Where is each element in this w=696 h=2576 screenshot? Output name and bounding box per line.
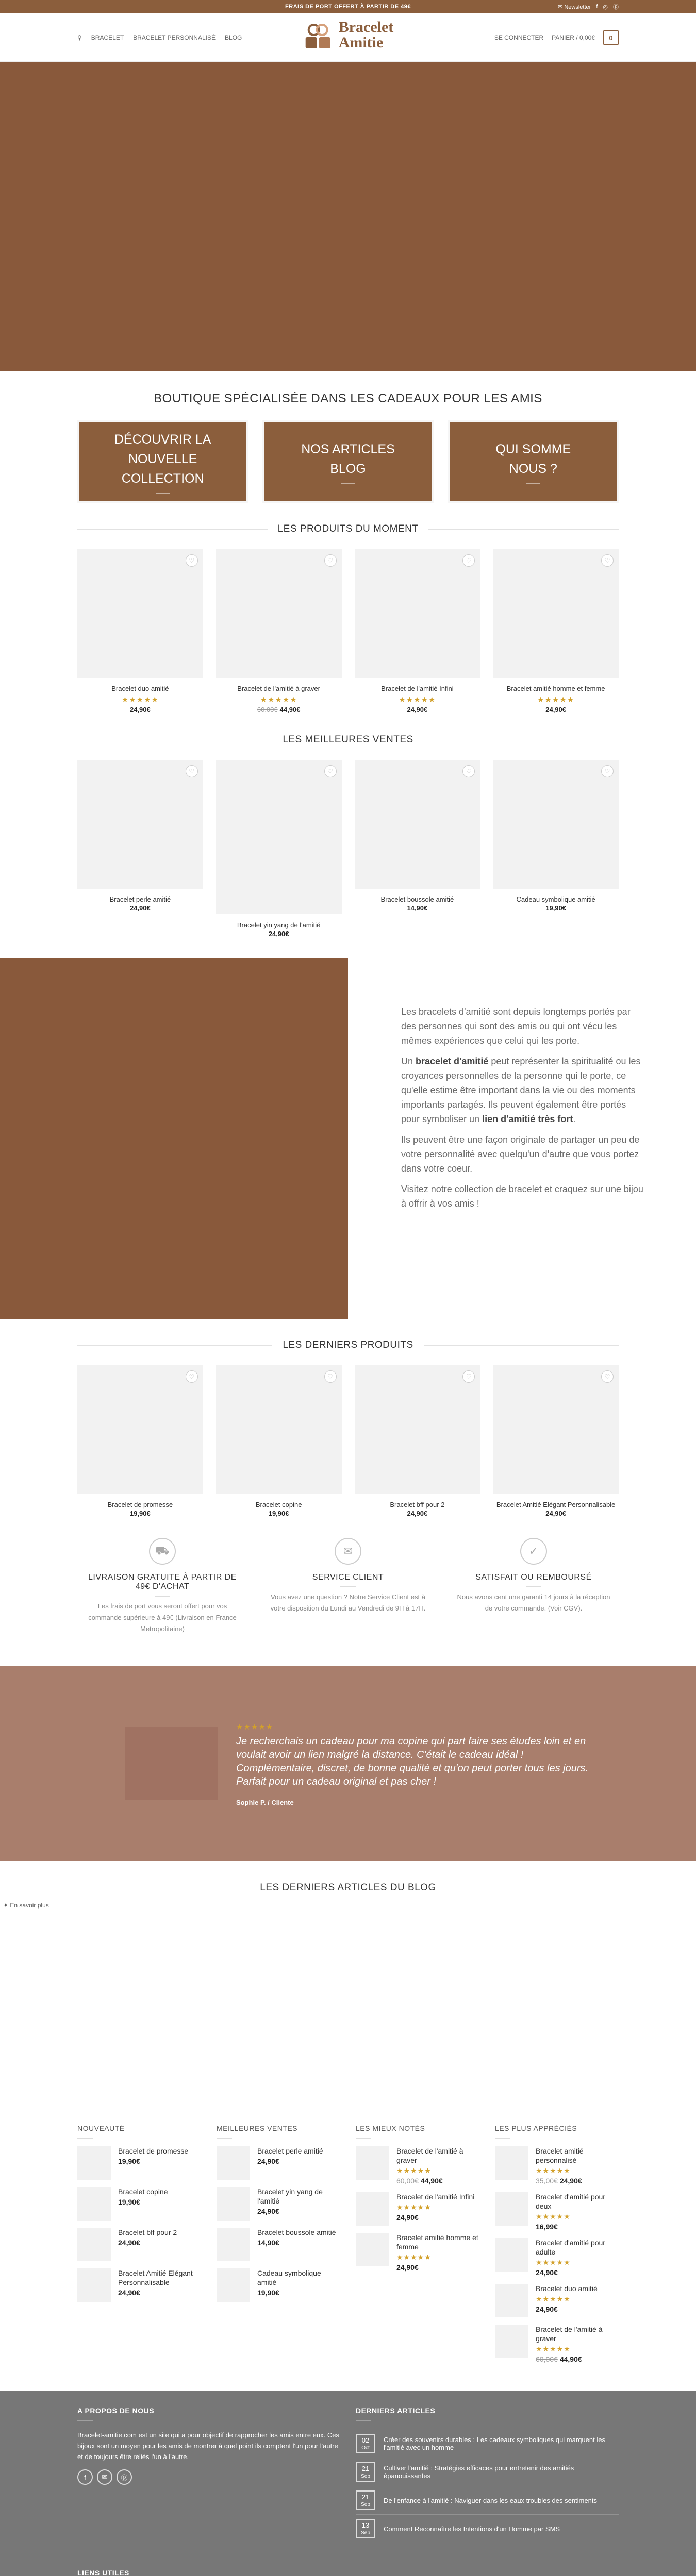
product-price: 19,90€ bbox=[129, 1510, 151, 1517]
wishlist-heart-icon[interactable]: ♡ bbox=[601, 765, 614, 777]
about-section bbox=[0, 958, 696, 1319]
product-price: 24,90€ bbox=[268, 930, 289, 938]
category-tiles bbox=[77, 420, 619, 503]
product-title[interactable]: Bracelet bff pour 2 bbox=[390, 1501, 445, 1509]
widget-item-name[interactable]: Bracelet duo amitié bbox=[536, 2284, 598, 2293]
wishlist-heart-icon[interactable]: ♡ bbox=[462, 765, 475, 777]
post-date: 21 Sep bbox=[356, 2490, 375, 2510]
widget-item[interactable] bbox=[77, 2187, 201, 2221]
widget-item-name[interactable]: Bracelet perle amitié bbox=[257, 2147, 323, 2155]
price-old: 60,00€ bbox=[396, 2177, 419, 2185]
widget-new bbox=[77, 2124, 201, 2370]
widget-item[interactable] bbox=[356, 2146, 479, 2185]
widget-item-name[interactable]: Bracelet bff pour 2 bbox=[118, 2228, 177, 2236]
cart-link[interactable]: PANIER / 0,00€ bbox=[552, 34, 595, 41]
about-emphasis: bracelet d'amitié bbox=[416, 1056, 489, 1066]
product-card[interactable] bbox=[355, 760, 480, 938]
product-card[interactable] bbox=[77, 549, 203, 714]
facebook-icon[interactable]: f bbox=[77, 2469, 93, 2485]
feature-title: LIVRAISON GRATUITE À PARTIR DE 49€ D'ACHAT bbox=[88, 1573, 237, 1591]
product-image[interactable] bbox=[77, 760, 203, 889]
widget-item[interactable] bbox=[495, 2238, 619, 2277]
widget-item-name[interactable]: Bracelet d'amitié pour deux bbox=[536, 2193, 605, 2210]
product-image[interactable] bbox=[355, 549, 480, 678]
topbar bbox=[0, 0, 696, 13]
search-icon[interactable]: ⚲ bbox=[77, 34, 82, 41]
widget-item[interactable] bbox=[217, 2228, 340, 2261]
chat-icon: ✉ bbox=[335, 1538, 361, 1565]
nav-item-personalized[interactable]: BRACELET PERSONNALISÉ bbox=[133, 34, 216, 41]
widget-item-price: 24,90€ bbox=[118, 2289, 140, 2297]
wishlist-heart-icon[interactable]: ♡ bbox=[462, 554, 475, 567]
widget-item[interactable] bbox=[495, 2192, 619, 2231]
widget-item-price bbox=[396, 2177, 479, 2185]
widget-thumb[interactable] bbox=[77, 2146, 111, 2180]
product-card[interactable] bbox=[493, 549, 619, 714]
widget-item-name[interactable]: Bracelet amitié personnalisé bbox=[536, 2147, 584, 2164]
wishlist-heart-icon[interactable]: ♡ bbox=[324, 765, 337, 777]
site-header bbox=[0, 13, 696, 62]
price-old: 60,00€ bbox=[257, 706, 278, 714]
rating-stars: ★★★★★ bbox=[121, 696, 159, 704]
feature-support bbox=[263, 1538, 433, 1635]
widget-item[interactable] bbox=[495, 2284, 619, 2317]
product-price: 14,90€ bbox=[407, 904, 428, 912]
post-date: 02 Oct bbox=[356, 2434, 375, 2453]
cart-icon[interactable] bbox=[603, 30, 619, 45]
product-image[interactable] bbox=[77, 1365, 203, 1494]
widget-thumb[interactable] bbox=[217, 2187, 250, 2221]
product-image[interactable] bbox=[216, 760, 342, 914]
truck-icon: ⛟ bbox=[149, 1538, 176, 1565]
rating-stars: ★★★★★ bbox=[396, 2203, 432, 2211]
widget-item[interactable] bbox=[217, 2187, 340, 2221]
footer-links-title: LIENS UTILES bbox=[77, 2569, 129, 2576]
widget-thumb[interactable] bbox=[217, 2146, 250, 2180]
about-emphasis: lien d'amitié très fort bbox=[482, 1114, 573, 1124]
widget-item-name[interactable]: Bracelet de l'amitié à graver bbox=[536, 2325, 603, 2343]
boutique-title: BOUTIQUE SPÉCIALISÉE DANS LES CADEAUX POUR LES AMIS bbox=[154, 392, 542, 405]
widget-item-price: 24,90€ bbox=[257, 2207, 279, 2215]
feature-title: SERVICE CLIENT bbox=[312, 1573, 384, 1582]
product-title[interactable]: Cadeau symbolique amitié bbox=[516, 895, 595, 903]
widget-best bbox=[217, 2124, 340, 2370]
moment-products bbox=[77, 549, 619, 714]
widget-thumb[interactable] bbox=[217, 2268, 250, 2302]
price-old: 35,00€ bbox=[536, 2177, 558, 2185]
widget-item-price: 19,90€ bbox=[118, 2157, 140, 2165]
see-more-label: En savoir plus bbox=[10, 1902, 49, 1909]
testimonial-avatar bbox=[125, 1727, 218, 1800]
widget-item-name[interactable]: Bracelet yin yang de l'amitié bbox=[257, 2188, 323, 2205]
newsletter-link[interactable]: ✉ Newsletter bbox=[558, 4, 591, 10]
blog-title: LES DERNIERS ARTICLES DU BLOG bbox=[260, 1882, 436, 1893]
boutique-heading bbox=[77, 392, 619, 406]
widget-thumb[interactable] bbox=[495, 2192, 528, 2226]
rating-stars: ★★★★★ bbox=[396, 2166, 432, 2175]
price-current: 44,90€ bbox=[420, 2177, 443, 2185]
product-card[interactable] bbox=[77, 1365, 203, 1517]
widget-item-price: 24,90€ bbox=[396, 2213, 419, 2222]
see-more-link[interactable]: ✦ En savoir plus bbox=[3, 1902, 49, 1909]
latest-title: LES DERNIERS PRODUITS bbox=[283, 1340, 413, 1350]
product-image[interactable] bbox=[355, 760, 480, 889]
widget-thumb[interactable] bbox=[77, 2228, 111, 2261]
rating-stars: ★★★★★ bbox=[536, 2345, 571, 2353]
product-card[interactable] bbox=[493, 1365, 619, 1517]
logo-text-line2: Amitie bbox=[338, 34, 384, 51]
product-image[interactable] bbox=[216, 549, 342, 678]
product-title[interactable]: Bracelet duo amitié bbox=[111, 685, 169, 692]
widget-item-price: 24,90€ bbox=[257, 2157, 279, 2165]
product-price: 19,90€ bbox=[268, 1510, 289, 1517]
widget-thumb[interactable] bbox=[495, 2325, 528, 2358]
price-current: 44,90€ bbox=[279, 706, 301, 714]
site-logo[interactable] bbox=[303, 20, 394, 50]
product-image[interactable] bbox=[216, 1365, 342, 1494]
product-price bbox=[355, 706, 480, 714]
footer-about bbox=[77, 2406, 340, 2543]
facebook-icon[interactable]: f bbox=[596, 4, 598, 10]
widget-thumb[interactable] bbox=[77, 2268, 111, 2302]
wishlist-heart-icon[interactable]: ♡ bbox=[324, 554, 337, 567]
hero-banner bbox=[0, 62, 696, 371]
widget-thumb[interactable] bbox=[217, 2228, 250, 2261]
testimonial-author: Sophie P. / Cliente bbox=[236, 1799, 294, 1806]
blog-heading bbox=[77, 1882, 619, 1893]
product-price: 24,90€ bbox=[407, 1510, 428, 1517]
widget-item-price bbox=[536, 2355, 619, 2363]
product-price bbox=[77, 706, 203, 714]
footer-posts bbox=[356, 2406, 619, 2543]
footer-posts-title: DERNIERS ARTICLES bbox=[356, 2406, 436, 2415]
post-title[interactable]: De l'enfance à l'amitié : Naviguer dans les eaux troubles des sentiments bbox=[384, 2496, 597, 2504]
features-row bbox=[77, 1538, 619, 1635]
product-price bbox=[493, 706, 619, 714]
product-image[interactable] bbox=[493, 1365, 619, 1494]
testimonial-quote: Je recherchais un cadeau pour ma copine qui part faire ses études loin et en voulait avoir un lien malgré la distance. C'était le cadeau idéal ! Complémentaire, discret, de bonne qualité et qu'on peut porter tous les jours. Parfait pour un cadeau original et pas cher ! bbox=[236, 1736, 589, 1787]
feature-shipping bbox=[77, 1538, 247, 1635]
product-image[interactable] bbox=[355, 1365, 480, 1494]
widget-item-price: 24,90€ bbox=[536, 2268, 558, 2277]
product-title[interactable]: Bracelet de l'amitié à graver bbox=[237, 685, 320, 692]
category-new-collection[interactable] bbox=[77, 420, 248, 503]
footer-social bbox=[77, 2469, 340, 2485]
rating-stars: ★★★★★ bbox=[536, 2295, 571, 2303]
widget-item[interactable] bbox=[77, 2228, 201, 2261]
footer-post[interactable] bbox=[356, 2458, 619, 2486]
widget-thumb[interactable] bbox=[77, 2187, 111, 2221]
product-title[interactable]: Bracelet copine bbox=[255, 1501, 302, 1509]
widget-item[interactable] bbox=[495, 2146, 619, 2185]
product-title[interactable]: Bracelet Amitié Elégant Personnalisable bbox=[496, 1501, 616, 1509]
widget-item[interactable] bbox=[217, 2268, 340, 2302]
widget-title: MEILLEURES VENTES bbox=[217, 2124, 298, 2132]
price-current: 24,90€ bbox=[129, 706, 151, 714]
widget-item-name[interactable]: Cadeau symbolique amitié bbox=[257, 2269, 321, 2286]
feature-text: Nous avons cent une garanti 14 jours à la réception de votre commande. (Voir CGV). bbox=[457, 1593, 610, 1612]
widget-item[interactable] bbox=[77, 2268, 201, 2302]
feature-guarantee bbox=[449, 1538, 619, 1635]
wishlist-heart-icon[interactable]: ♡ bbox=[601, 1370, 614, 1383]
newsletter-label: Newsletter bbox=[564, 4, 591, 10]
product-card[interactable] bbox=[355, 549, 480, 714]
widget-item-price: 19,90€ bbox=[118, 2198, 140, 2206]
widget-item-name[interactable]: Bracelet de l'amitié Infini bbox=[396, 2193, 475, 2201]
widget-item[interactable] bbox=[77, 2146, 201, 2180]
product-title[interactable]: Bracelet de promesse bbox=[107, 1501, 173, 1509]
footer-post[interactable] bbox=[356, 2430, 619, 2458]
price-current: 44,90€ bbox=[559, 2355, 582, 2363]
nav-item-blog[interactable]: BLOG bbox=[225, 34, 242, 41]
cart-count: 0 bbox=[609, 33, 613, 42]
logo-icon bbox=[303, 20, 334, 50]
about-paragraph: Les bracelets d'amitié sont depuis longtemps portés par des personnes qui sont des amis ou qui ont vécu les mêmes expériences que celui qui les porte. bbox=[401, 1007, 631, 1046]
rating-stars: ★★★★★ bbox=[536, 2212, 571, 2221]
widget-item-price: 16,99€ bbox=[536, 2223, 558, 2231]
post-title[interactable]: Créer des souvenirs durables : Les cadeaux symboliques qui marquent les l'amitié avec un homme bbox=[384, 2436, 605, 2451]
about-text bbox=[348, 958, 696, 1319]
rating-stars: ★★★★★ bbox=[396, 2253, 432, 2261]
product-card[interactable] bbox=[216, 1365, 342, 1517]
widget-item-price: 14,90€ bbox=[257, 2239, 279, 2247]
pinterest-icon[interactable]: ⓟ bbox=[613, 4, 619, 10]
feature-title: SATISFAIT OU REMBOURSÉ bbox=[475, 1573, 592, 1582]
widget-item-name[interactable]: Bracelet amitié homme et femme bbox=[396, 2233, 478, 2251]
product-image[interactable] bbox=[493, 549, 619, 678]
product-price bbox=[216, 706, 342, 714]
latest-heading bbox=[77, 1340, 619, 1351]
rating-stars: ★★★★★ bbox=[260, 696, 297, 704]
category-about[interactable] bbox=[448, 420, 619, 503]
feature-text: Vous avez une question ? Notre Service Client est à votre disposition du Lundi au Vendredi de 9H à 17H. bbox=[270, 1593, 426, 1612]
product-title[interactable]: Bracelet de l'amitié Infini bbox=[381, 685, 454, 692]
best-heading bbox=[77, 734, 619, 745]
product-card[interactable] bbox=[355, 1365, 480, 1517]
widget-thumb[interactable] bbox=[356, 2146, 389, 2180]
wishlist-heart-icon[interactable]: ♡ bbox=[324, 1370, 337, 1383]
widget-item-price: 24,90€ bbox=[118, 2239, 140, 2247]
price-current: 24,90€ bbox=[545, 706, 566, 714]
feature-text: Les frais de port vous seront offert pour vos commande supérieure à 49€ (Livraison en France Metropolitaine) bbox=[88, 1602, 237, 1633]
widget-thumb[interactable] bbox=[356, 2192, 389, 2226]
widget-title: LES PLUS APPRÉCIÉS bbox=[495, 2124, 577, 2132]
product-card[interactable] bbox=[216, 760, 342, 938]
product-title[interactable]: Bracelet yin yang de l'amitié bbox=[237, 921, 321, 929]
category-label: DÉCOUVRIR LA NOUVELLE COLLECTION bbox=[114, 432, 211, 486]
best-title: LES MEILLEURES VENTES bbox=[283, 734, 413, 745]
post-date: 21 Sep bbox=[356, 2462, 375, 2482]
moment-title: LES PRODUITS DU MOMENT bbox=[277, 523, 419, 534]
widget-item-price: 19,90€ bbox=[257, 2289, 279, 2297]
product-card[interactable] bbox=[77, 760, 203, 938]
product-card[interactable] bbox=[493, 760, 619, 938]
widget-most-liked bbox=[495, 2124, 619, 2370]
instagram-icon[interactable]: ◎ bbox=[603, 4, 608, 10]
email-icon[interactable]: ✉ bbox=[97, 2469, 112, 2485]
footer-about-title: A PROPOS DE NOUS bbox=[77, 2406, 155, 2415]
main-nav bbox=[77, 34, 242, 41]
widget-item[interactable] bbox=[495, 2325, 619, 2363]
widget-title: NOUVEAUTÉ bbox=[77, 2124, 125, 2132]
widget-item[interactable] bbox=[356, 2233, 479, 2272]
product-widgets bbox=[77, 2124, 619, 2370]
widget-item-price: 24,90€ bbox=[536, 2305, 558, 2313]
moment-heading bbox=[77, 523, 619, 535]
product-image[interactable] bbox=[493, 760, 619, 889]
login-link[interactable]: SE CONNECTER bbox=[494, 34, 544, 41]
widget-item-name[interactable]: Bracelet Amitié Elégant Personnalisable bbox=[118, 2269, 193, 2286]
wishlist-heart-icon[interactable]: ♡ bbox=[462, 1370, 475, 1383]
widget-thumb[interactable] bbox=[495, 2238, 528, 2272]
rating-stars: ★★★★★ bbox=[399, 696, 436, 704]
category-label: NOS ARTICLES BLOG bbox=[301, 442, 395, 476]
widget-thumb[interactable] bbox=[356, 2233, 389, 2266]
latest-products bbox=[77, 1365, 619, 1517]
rating-stars: ★★★★★ bbox=[536, 2166, 571, 2175]
widget-thumb[interactable] bbox=[495, 2146, 528, 2180]
product-price: 24,90€ bbox=[129, 904, 151, 912]
logo-text-line1: Bracelet bbox=[338, 19, 394, 36]
widget-thumb[interactable] bbox=[495, 2284, 528, 2317]
footer-post[interactable] bbox=[356, 2515, 619, 2543]
footer-about-text: Bracelet-amitie.com est un site qui a pour objectif de rapprocher les amis entre eux. Ces bijoux sont un moyen pour les amis de montrer à quel point ils comptent l'un pour l'autre et de toujours être reliés l'un à l'autre. bbox=[77, 2431, 339, 2461]
widget-item-name[interactable]: Bracelet boussole amitié bbox=[257, 2228, 336, 2236]
product-title[interactable]: Bracelet amitié homme et femme bbox=[506, 685, 605, 692]
product-title[interactable]: Bracelet perle amitié bbox=[109, 895, 171, 903]
widget-item-name[interactable]: Bracelet copine bbox=[118, 2188, 168, 2196]
widget-item[interactable] bbox=[356, 2192, 479, 2226]
widget-item-price bbox=[536, 2177, 619, 2185]
category-label: QUI SOMME NOUS ? bbox=[495, 442, 571, 476]
footer-post[interactable] bbox=[356, 2486, 619, 2515]
about-paragraph: Ils peuvent être une façon originale de partager un peu de votre personnalité avec quelqu'un d'autre que vous portez dans votre coeur. bbox=[401, 1134, 640, 1174]
wishlist-heart-icon[interactable]: ♡ bbox=[186, 1370, 198, 1383]
wishlist-heart-icon[interactable]: ♡ bbox=[601, 554, 614, 567]
blog-section bbox=[0, 1882, 696, 2109]
widget-item[interactable] bbox=[217, 2146, 340, 2180]
product-card[interactable] bbox=[216, 549, 342, 714]
widget-top-rated bbox=[356, 2124, 479, 2370]
rating-stars: ★★★★★ bbox=[536, 2258, 571, 2266]
post-date: 13 Sep bbox=[356, 2519, 375, 2538]
product-price: 24,90€ bbox=[545, 1510, 566, 1517]
widget-item-price: 24,90€ bbox=[396, 2263, 419, 2272]
product-price: 19,90€ bbox=[545, 904, 566, 912]
widget-item-name[interactable]: Bracelet d'amitié pour adulte bbox=[536, 2239, 605, 2256]
post-title[interactable]: Cultiver l'amitié : Stratégies efficaces pour entretenir des amitiés épanouissantes bbox=[384, 2464, 574, 2480]
product-image[interactable] bbox=[77, 549, 203, 678]
testimonial-stars: ★★★★★ bbox=[236, 1723, 274, 1732]
about-paragraph: Visitez notre collection de bracelet et craquez sur une bijou à offrir à vos amis ! bbox=[401, 1184, 643, 1209]
price-current: 24,90€ bbox=[407, 706, 428, 714]
about-paragraph: Un bracelet d'amitié peut représenter la spiritualité ou les croyances personnelles de la personne qui le porte, ce qu'elle estime être important dans la vie ou des moments importants partagés. Ils peuvent également être portés pour symboliser un lien d'amitié très fort. bbox=[401, 1056, 641, 1124]
widget-title: LES MIEUX NOTÉS bbox=[356, 2124, 425, 2132]
widget-item-name[interactable]: Bracelet de promesse bbox=[118, 2147, 189, 2155]
about-image bbox=[0, 958, 348, 1319]
footer-main bbox=[0, 2391, 696, 2576]
testimonial-section bbox=[0, 1666, 696, 1861]
thumb-icon: ✓ bbox=[520, 1538, 547, 1565]
best-products bbox=[77, 760, 619, 938]
wishlist-heart-icon[interactable]: ♡ bbox=[186, 554, 198, 567]
product-title[interactable]: Bracelet boussole amitié bbox=[380, 895, 454, 903]
pinterest-icon[interactable]: ⓟ bbox=[117, 2469, 132, 2485]
widget-item-name[interactable]: Bracelet de l'amitié à graver bbox=[396, 2147, 463, 2164]
nav-item-bracelet[interactable]: BRACELET bbox=[91, 34, 124, 41]
price-current: 24,90€ bbox=[559, 2177, 582, 2185]
post-title[interactable]: Comment Reconnaître les Intentions d'un Homme par SMS bbox=[384, 2524, 560, 2533]
shipping-message: FRAIS DE PORT OFFERT À PARTIR DE 49€ bbox=[285, 4, 411, 10]
price-old: 60,00€ bbox=[536, 2355, 558, 2363]
rating-stars: ★★★★★ bbox=[537, 696, 575, 704]
category-blog[interactable] bbox=[262, 420, 433, 503]
wishlist-heart-icon[interactable]: ♡ bbox=[186, 765, 198, 777]
footer-links bbox=[77, 2569, 619, 2576]
